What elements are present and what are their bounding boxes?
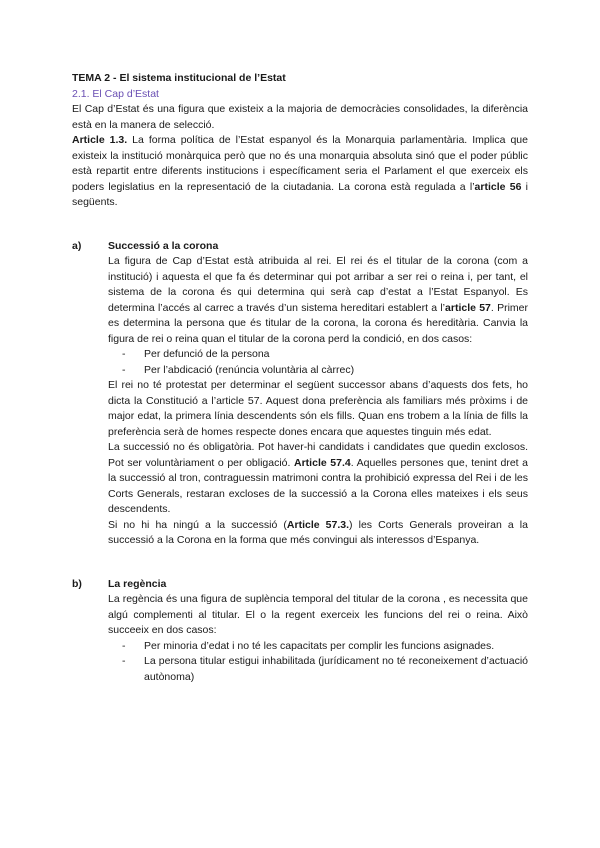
list-item [108, 639, 528, 655]
section-a [72, 239, 528, 549]
section-a-paragraph-1 [108, 254, 528, 347]
article-57-3-ref: Article 57.3. [286, 518, 350, 531]
list-item [108, 654, 528, 685]
section-a-title: Successió a la corona [108, 239, 219, 252]
list-item-text: La persona titular estigui inhabilitada (jurídicament no té reconeixement d’actuació autònoma) [144, 655, 528, 683]
section-a-letter: a) [72, 239, 82, 252]
dash-bullet: - [122, 655, 126, 667]
article-56-ref: article 56 [474, 180, 522, 193]
section-a-body [72, 254, 528, 549]
list-item [108, 363, 528, 379]
dash-bullet: - [122, 639, 126, 652]
section-b-paragraph-1: La regència és una figura de suplència temporal del titular de la corona , es necessita que algú complementi al titular. El o la regent exerceix les funcions del rei o reina. Això succeeix en dos casos: [108, 593, 528, 636]
section-a-p3-text: La successió no és obligatòria. Pot haver-hi candidats i candidates que quedin exclosos. Pot ser voluntàriament o per obligació. [108, 441, 528, 469]
section-a-p1-end: . Primer es determina la persona que és titular de la corona, la corona és hereditària. Canvia la figura de rei o reina quan el titular de la corona perd la condició, en dos casos: [108, 301, 528, 345]
dash-bullet: - [122, 363, 126, 376]
section-subtitle: 2.1. El Cap d’Estat [72, 87, 159, 100]
article-1-3-text: La forma política de l’Estat espanyol és la Monarquia parlamentària. Implica que existeix la institució monàrquica però que no és una monarquia absoluta sinó que el poder públic està repartit entre diferents institucions i específicament seria el Parlament el que exerceix els poders legislatius en la representació de la ciutadania. La corona està regulada a l’ [72, 134, 528, 193]
list-item [108, 347, 528, 363]
section-a-p4-text: Si no hi ha ningú a la successió ( [108, 518, 287, 531]
section-a-p1-text: La figura de Cap d’Estat està atribuida al rei. El rei és el titular de la corona (com a institució) i aquesta el que fa és determinar qui pot arribar a ser rei o reina i, per tant, el sistema de la corona és qui determina qui serà cap d’estat a l’Estat Espanyol. Es determina l’accés al carrec a través d’un sistema hereditari establert a l’ [108, 255, 528, 314]
section-a-paragraph-2: El rei no té protestat per determinar el següent successor abans d’aquests dos fets, ho dicta la Constitució a l’article 57. Aquest dona preferència als familiars més pròxims i de major edat, la primera línia descendents són els fills. Quan ens trobem a la línia de fills la preferència serà de homes respecte dones encara que aquestes tinguin més edat. [108, 379, 528, 438]
list-item-text: Per defunció de la persona [144, 348, 270, 360]
section-b [72, 577, 528, 686]
document-page [72, 71, 528, 685]
dash-bullet: - [122, 348, 126, 360]
article-1-3-tail: i següents. [72, 180, 529, 208]
section-a-p3-end: . Aquelles persones que, tenint dret a la successió al tron, contraguessin matrimoni contra la prohibició expressa del Rei i de les Corts Generals, restaran excloses de la successió a la Corona elles mateixes i els seus descendents. [108, 456, 528, 515]
article-57-4-ref: Article 57.4 [294, 456, 351, 469]
section-a-heading [72, 239, 528, 255]
section-a-p4-end: ) les Corts Generals proveiran a la successió a la Corona en la forma que més convingui als interessos d’Espanya. [108, 518, 528, 546]
section-b-letter: b) [72, 577, 82, 590]
list-item-text: Per minoria d’edat i no té les capacitats per complir les funcions asignades. [144, 639, 495, 652]
intro-paragraph: El Cap d’Estat és una figura que existeix a la majoria de democràcies consolidades, la diferència està en la manera de selecció. [72, 103, 528, 131]
section-a-paragraph-4 [108, 518, 528, 549]
section-b-heading [72, 577, 528, 593]
section-b-list [108, 639, 528, 686]
document-title: TEMA 2 - El sistema institucional de l’Estat [72, 72, 286, 84]
section-a-paragraph-3 [108, 440, 528, 518]
section-b-body [72, 592, 528, 685]
article-57-ref: article 57 [445, 301, 491, 314]
article-1-3-paragraph [72, 133, 528, 211]
article-1-3-label: Article 1.3. [72, 134, 128, 146]
list-item-text: Per l’abdicació (renúncia voluntària al càrrec) [144, 363, 355, 376]
section-a-list [108, 347, 528, 378]
section-b-title: La regència [108, 577, 167, 590]
